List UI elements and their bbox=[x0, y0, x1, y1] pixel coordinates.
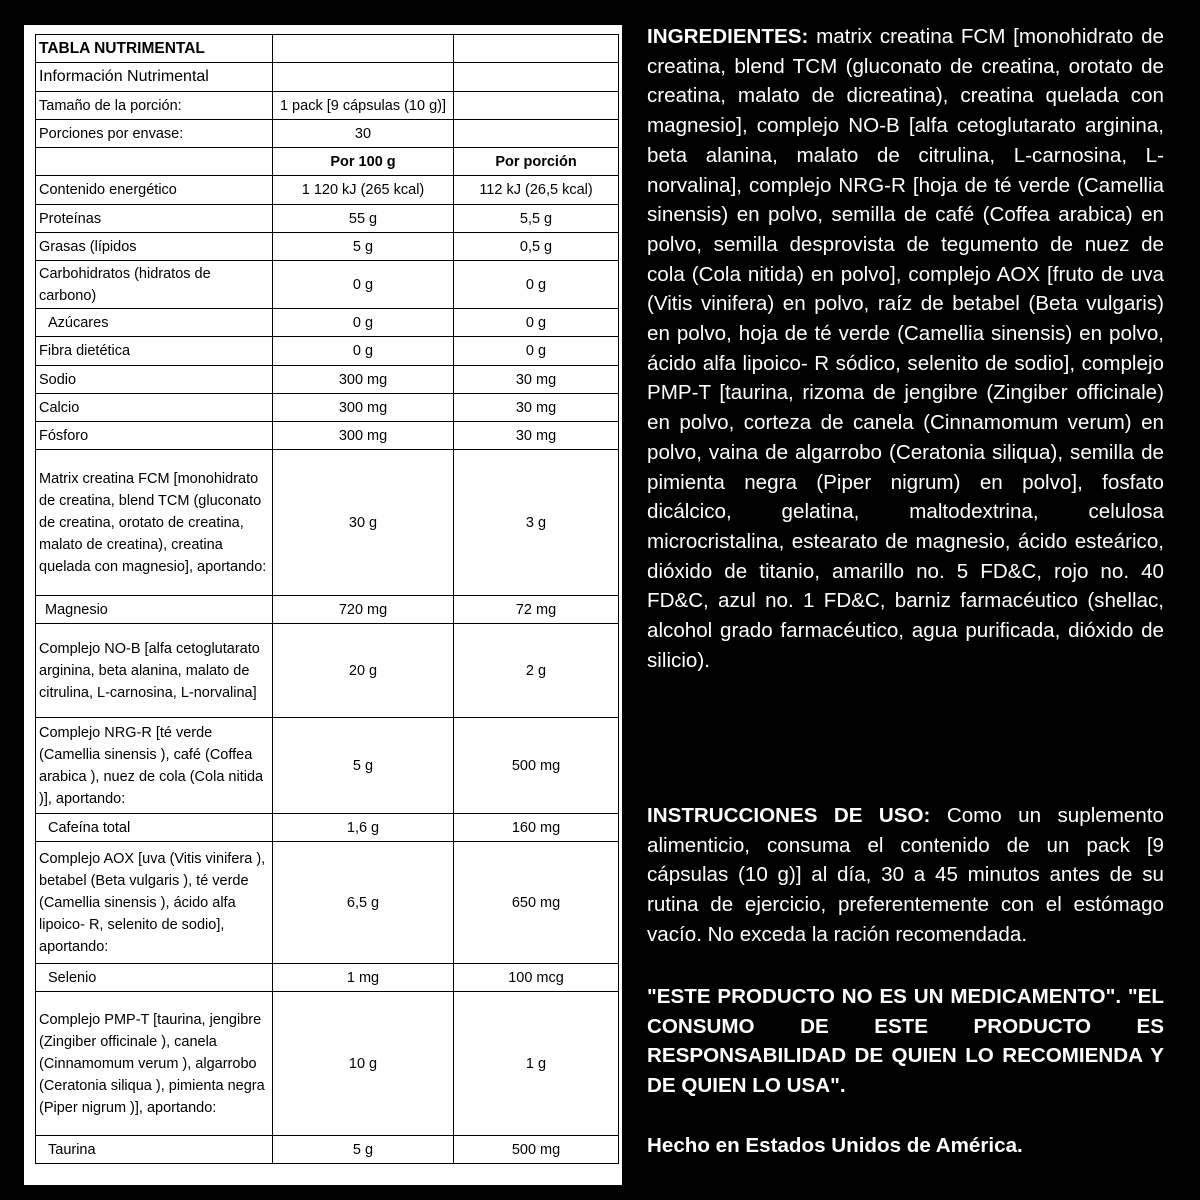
table-row bbox=[36, 992, 619, 1136]
per-portion-value: 0 g bbox=[454, 309, 619, 337]
table-row bbox=[36, 842, 619, 964]
per-100g-value: 0 g bbox=[273, 261, 454, 309]
table-row bbox=[36, 964, 619, 992]
table-row bbox=[36, 92, 619, 120]
per-portion-value: 500 mg bbox=[454, 1136, 619, 1164]
table-row bbox=[36, 120, 619, 148]
table-row bbox=[36, 63, 619, 92]
per-100g-value: 10 g bbox=[273, 992, 454, 1136]
table-row bbox=[36, 233, 619, 261]
nutrient-label: Taurina bbox=[36, 1136, 273, 1164]
per-100g-value: 300 mg bbox=[273, 394, 454, 422]
ingredients-heading: INGREDIENTES: bbox=[647, 25, 809, 48]
nutrition-table bbox=[35, 34, 619, 1164]
instructions-section bbox=[647, 801, 1164, 950]
nutrient-label: Complejo NRG-R [té verde (Camellia sinensis ), café (Coffea arabica ), nuez de cola (Cola nitida )], aportando: bbox=[36, 718, 273, 814]
table-row bbox=[36, 205, 619, 233]
nutrient-label: Complejo NO-B [alfa cetoglutarato arginina, beta alanina, malato de citrulina, L-carnosina, L-norvalina] bbox=[36, 624, 273, 718]
per-portion-value: 2 g bbox=[454, 624, 619, 718]
column-header-per-100g: Por 100 g bbox=[273, 148, 454, 176]
table-row bbox=[36, 450, 619, 596]
nutrient-label: Azúcares bbox=[36, 309, 273, 337]
nutrient-label: Fibra dietética bbox=[36, 337, 273, 366]
table-row bbox=[36, 422, 619, 450]
per-portion-value: 0,5 g bbox=[454, 233, 619, 261]
table-row bbox=[36, 261, 619, 309]
per-100g-value: 20 g bbox=[273, 624, 454, 718]
serving-size-label: Tamaño de la porción: bbox=[36, 92, 273, 120]
table-row bbox=[36, 718, 619, 814]
nutrient-label: Contenido energético bbox=[36, 176, 273, 205]
per-100g-value: 300 mg bbox=[273, 366, 454, 394]
table-row bbox=[36, 309, 619, 337]
nutrient-label: Matrix creatina FCM [monohidrato de creatina, blend TCM (gluconato de creatina, orotato de creatina, malato de creatina), creatina quelada con magnesio], aportando: bbox=[36, 450, 273, 596]
legal-warning: "ESTE PRODUCTO NO ES UN MEDICAMENTO". "EL CONSUMO DE ESTE PRODUCTO ES RESPONSABILIDAD DE QUIEN LO RECOMIENDA Y DE QUIEN LO USA". bbox=[647, 985, 1164, 1098]
per-portion-value: 72 mg bbox=[454, 596, 619, 624]
serving-size-value: 1 pack [9 cápsulas (10 g)] bbox=[273, 92, 454, 120]
per-100g-value: 720 mg bbox=[273, 596, 454, 624]
per-portion-value: 112 kJ (26,5 kcal) bbox=[454, 176, 619, 205]
nutrient-label: Complejo AOX [uva (Vitis vinifera ), betabel (Beta vulgaris ), té verde (Camellia sinensis ), ácido alfa lipoico- R, selenito de sodio], aportando: bbox=[36, 842, 273, 964]
nutrient-label: Cafeína total bbox=[36, 814, 273, 842]
table-row bbox=[36, 624, 619, 718]
table-row bbox=[36, 596, 619, 624]
origin-statement: Hecho en Estados Unidos de América. bbox=[647, 1134, 1023, 1157]
per-100g-value: 300 mg bbox=[273, 422, 454, 450]
per-portion-value: 500 mg bbox=[454, 718, 619, 814]
nutrition-panel bbox=[24, 25, 622, 1185]
ingredients-section bbox=[647, 22, 1164, 675]
nutrient-label: Selenio bbox=[36, 964, 273, 992]
per-100g-value: 1,6 g bbox=[273, 814, 454, 842]
per-100g-value: 5 g bbox=[273, 1136, 454, 1164]
per-portion-value: 650 mg bbox=[454, 842, 619, 964]
table-title: TABLA NUTRIMENTAL bbox=[36, 35, 273, 63]
nutrient-label: Grasas (lípidos bbox=[36, 233, 273, 261]
servings-per-container-value: 30 bbox=[273, 120, 454, 148]
table-row bbox=[36, 1136, 619, 1164]
table-row bbox=[36, 394, 619, 422]
instructions-heading: INSTRUCCIONES DE USO: bbox=[647, 804, 931, 827]
table-title-row bbox=[36, 35, 619, 63]
instructions-text: Como un suplemento alimenticio, consuma el contenido de un pack [9 cápsulas (10 g)] al día, 30 a 45 minutos antes de su rutina de ejercicio, preferentemente con el estómago vacío. No exceda la ración recomendada. bbox=[647, 804, 1164, 946]
column-header-per-portion: Por porción bbox=[454, 148, 619, 176]
table-row bbox=[36, 814, 619, 842]
per-portion-value: 1 g bbox=[454, 992, 619, 1136]
per-100g-value: 6,5 g bbox=[273, 842, 454, 964]
per-100g-value: 0 g bbox=[273, 309, 454, 337]
per-100g-value: 5 g bbox=[273, 718, 454, 814]
per-portion-value: 100 mcg bbox=[454, 964, 619, 992]
per-100g-value: 1 mg bbox=[273, 964, 454, 992]
table-row bbox=[36, 366, 619, 394]
per-portion-value: 30 mg bbox=[454, 366, 619, 394]
nutrient-label: Sodio bbox=[36, 366, 273, 394]
nutrient-label: Proteínas bbox=[36, 205, 273, 233]
per-100g-value: 1 120 kJ (265 kcal) bbox=[273, 176, 454, 205]
servings-per-container-label: Porciones por envase: bbox=[36, 120, 273, 148]
nutrient-label: Calcio bbox=[36, 394, 273, 422]
per-portion-value: 0 g bbox=[454, 261, 619, 309]
nutrient-label: Carbohidratos (hidratos de carbono) bbox=[36, 261, 273, 309]
per-portion-value: 5,5 g bbox=[454, 205, 619, 233]
table-info-label: Información Nutrimental bbox=[36, 63, 273, 92]
nutrient-label: Magnesio bbox=[36, 596, 273, 624]
per-portion-value: 160 mg bbox=[454, 814, 619, 842]
per-100g-value: 30 g bbox=[273, 450, 454, 596]
nutrient-label: Fósforo bbox=[36, 422, 273, 450]
table-row bbox=[36, 337, 619, 366]
table-header-row bbox=[36, 148, 619, 176]
per-100g-value: 55 g bbox=[273, 205, 454, 233]
per-portion-value: 30 mg bbox=[454, 394, 619, 422]
per-100g-value: 5 g bbox=[273, 233, 454, 261]
per-portion-value: 0 g bbox=[454, 337, 619, 366]
per-portion-value: 3 g bbox=[454, 450, 619, 596]
ingredients-text: matrix creatina FCM [monohidrato de creatina, blend TCM (gluconato de creatina, orotato de creatina, malato de dicreatina), creatina quelada con magnesio], complejo NO-B [alfa cetoglutarato arginina, beta alanina, malato de citrulina, L-carnosina, L-norvalina], complejo NRG-R [hoja de té verde (Camellia sinensis) en polvo, semilla de café (Coffea arabica) en polvo, semilla desprovista de tegumento de nuez de cola (Cola nitida) en polvo], complejo AOX [fruto de uva (Vitis vinifera) en polvo, raíz de betabel (Beta vulgaris) en polvo, hoja de té verde (Camellia sinensis) en polvo, ácido alfa lipoico- R sódico, selenito de sodio], complejo PMP-T [taurina, rizoma de jengibre (Zingiber officinale) en polvo, corteza de canela (Cinnamomum verum) en polvo, vaina de algarrobo (Ceratonia siliqua), semilla de pimienta negra (Piper nigrum) en polvo], fosfato dicálcico, gelatina, maltodextrina, celulosa microcristalina, estearato de magnesio, ácido esteárico, dióxido de titanio, amarillo no. 5 FD&C, rojo no. 40 FD&C, azul no. 1 FD&C, barniz farmacéutico (shellac, alcohol grado farmacéutico, agua purificada, dióxido de silicio). bbox=[647, 25, 1164, 672]
per-100g-value: 0 g bbox=[273, 337, 454, 366]
table-row bbox=[36, 176, 619, 205]
per-portion-value: 30 mg bbox=[454, 422, 619, 450]
nutrient-label: Complejo PMP-T [taurina, jengibre (Zingiber officinale ), canela (Cinnamomum verum ), algarrobo (Ceratonia siliqua ), pimienta negra (Piper nigrum )], aportando: bbox=[36, 992, 273, 1136]
